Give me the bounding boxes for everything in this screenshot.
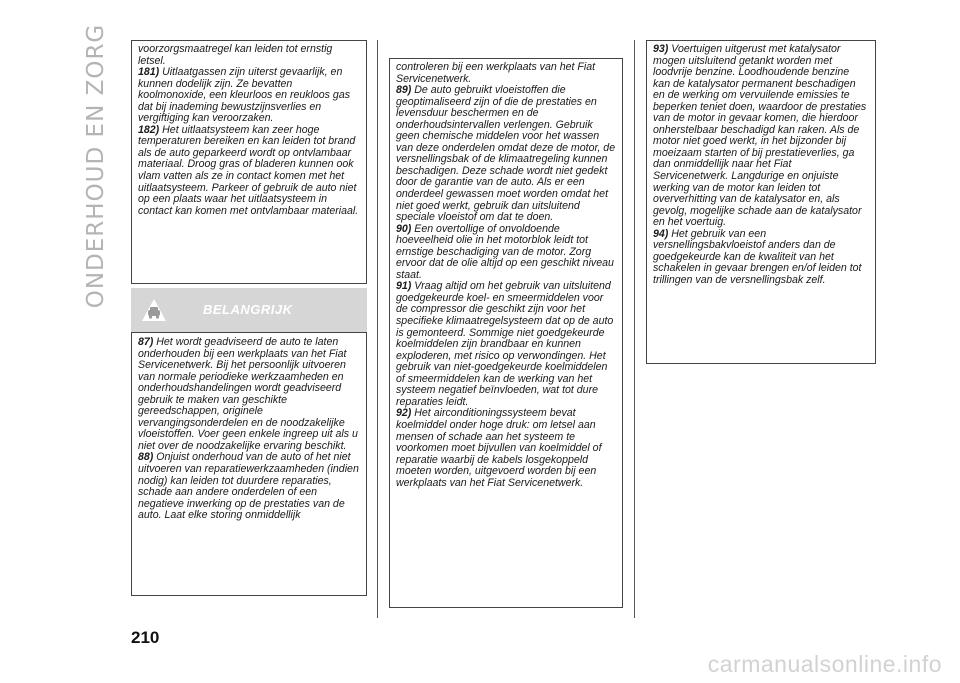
note-text: Onjuist onderhoud van de auto of het niet uitvoeren van reparatiewerkzaamheden (indien nodig) kan leiden tot duurdere reparaties, schade aan andere onderdelen of een negatieve inwerking op de prestaties van de auto. Laat elke storing onmiddellijk (138, 451, 359, 522)
car-warning-icon (141, 298, 167, 322)
note-number: 94) (653, 227, 669, 240)
note-text: Voertuigen uitgerust met katalysator mogen uitsluitend getankt worden met loodvrije benzine. Loodhoudende benzine kan de katalysator permanent beschadigen en de werking om vervuilende emissies te beperken teniet doen, waardoor de prestaties van de motor in gevaar komen, die hierdoor onherstelbaar beschadigd kan raken. Als de motor niet goed werkt, in het bijzonder bij moeizaam starten of bij prestatieverlies, ga dan onmiddellijk naar het Fiat Servicenetwerk. Langdurige en onjuiste werking van de motor kan leiden tot oververhitting van de katalysator en, als gevolg, mogelijke schade aan de katalysator en het voertuig. (653, 43, 867, 229)
important-box-continued (646, 40, 876, 364)
note-paragraph (396, 62, 616, 85)
note-text: Een overtollige of onvoldoende hoeveelheid olie in het motorblok leidt tot ernstige beschadiging van de motor. Zorg ervoor dat de olie altijd op een geschikt niveau staat. (396, 222, 614, 281)
note-paragraph (396, 281, 616, 408)
note-paragraph (138, 125, 360, 217)
note-paragraph (138, 44, 360, 67)
important-banner (131, 288, 367, 332)
note-paragraph (396, 408, 616, 489)
footer-watermark: carmanualsonline.info (707, 651, 942, 677)
note-text: Het gebruik van een versnellingsbakvloeistof anders dan de goedgekeurde kan de kwaliteit van het schakelen in gevaar brengen en/of leiden tot trillingen van de versnellingsbak zelf. (653, 227, 862, 286)
note-paragraph (138, 452, 360, 521)
note-number: 181) (138, 66, 160, 79)
note-paragraph (396, 224, 616, 282)
column-divider (377, 40, 378, 618)
note-text: voorzorgsmaatregel kan leiden tot ernstig letsel. (138, 43, 333, 67)
important-box (131, 332, 367, 596)
banner-label: BELANGRIJK (203, 302, 293, 317)
note-text: controleren bij een werkplaats van het Fiat Servicenetwerk. (396, 61, 596, 85)
note-number: 89) (396, 84, 412, 97)
note-text: Uitlaatgassen zijn uiterst gevaarlijk, en kunnen dodelijk zijn. Ze bevatten koolmonoxide, een kleurloos en reukloos gas dat bij inademing bewustzijnsverlies en vergiftiging kan veroorzaken. (138, 66, 351, 125)
warning-box-continued (131, 40, 367, 284)
note-paragraph (138, 67, 360, 125)
note-number: 91) (396, 280, 412, 293)
note-number: 92) (396, 407, 412, 420)
note-text: De auto gebruikt vloeistoffen die geoptimaliseerd zijn of die de prestaties en levensduur beschermen en de onderhoudsintervallen verlengen. Gebruik geen chemische middelen voor het wassen van deze onderdelen omdat deze de motor, de versnellingsbak of de klimaatregeling kunnen beschadigen. Deze schade wordt niet gedekt door de garantie van de auto. Als er een onderdeel gewassen moet worden omdat het niet goed werkt, gebruik dan uitsluitend speciale vloeistof om dat te doen. (396, 84, 616, 224)
section-title: ONDERHOUD EN ZORG (83, 23, 109, 309)
note-number: 182) (138, 123, 160, 136)
note-text: Het uitlaatsysteem kan zeer hoge temperaturen bereiken en kan leiden tot brand als de auto geparkeerd wordt op ontvlambaar materiaal. Droog gras of bladeren kunnen ook vlam vatten als ze in contact komen met het uitlaatsysteem. Parkeer of gebruik de auto niet op een plaats waar het uitlaatsysteem in contact kan komen met ontvlambaar materiaal. (138, 123, 359, 217)
note-number: 90) (396, 222, 412, 235)
note-number: 93) (653, 43, 669, 55)
note-paragraph (138, 337, 360, 452)
column-divider (634, 40, 635, 618)
note-paragraph (653, 229, 869, 287)
note-text: Het airconditioningssysteem bevat koelmiddel onder hoge druk: om letsel aan mensen of schade aan het systeem te voorkomen moet bijvullen van koelmiddel of reparatie waarbij de kabels losgekoppeld moeten worden, uitgevoerd worden bij een werkplaats van het Fiat Servicenetwerk. (396, 407, 602, 489)
note-paragraph (653, 44, 869, 229)
page-number: 210 (131, 628, 160, 647)
note-number: 88) (138, 451, 154, 464)
important-box-continued (389, 58, 623, 608)
note-text: Vraag altijd om het gebruik van uitsluitend goedgekeurde koel- en smeermiddelen voor de compressor die geschikt zijn voor het specifieke klimaatregelsysteem dat op de auto is gemonteerd. Sommige niet goedgekeurde koelmiddelen zijn brandbaar en kunnen exploderen, met risico op verwondingen. Het gebruik van niet-goedgekeurde koelmiddelen of smeermiddelen kan de werking van het systeem negatief beïnvloeden, wat tot dure reparaties leidt. (396, 280, 614, 408)
note-text: Het wordt geadviseerd de auto te laten onderhouden bij een werkplaats van het Fiat Servicenetwerk. Bij het persoonlijk uitvoeren van normale periodieke werkzaamheden en onderhoudshandelingen wordt geadviseerd gebruik te maken van geschikte gereedschappen, originele vervangingsonderdelen en de noodzakelijke vloeistoffen. Voer geen enkele ingreep uit als u niet over de noodzakelijke ervaring beschikt. (138, 336, 358, 452)
note-number: 87) (138, 336, 154, 348)
note-paragraph (396, 85, 616, 224)
